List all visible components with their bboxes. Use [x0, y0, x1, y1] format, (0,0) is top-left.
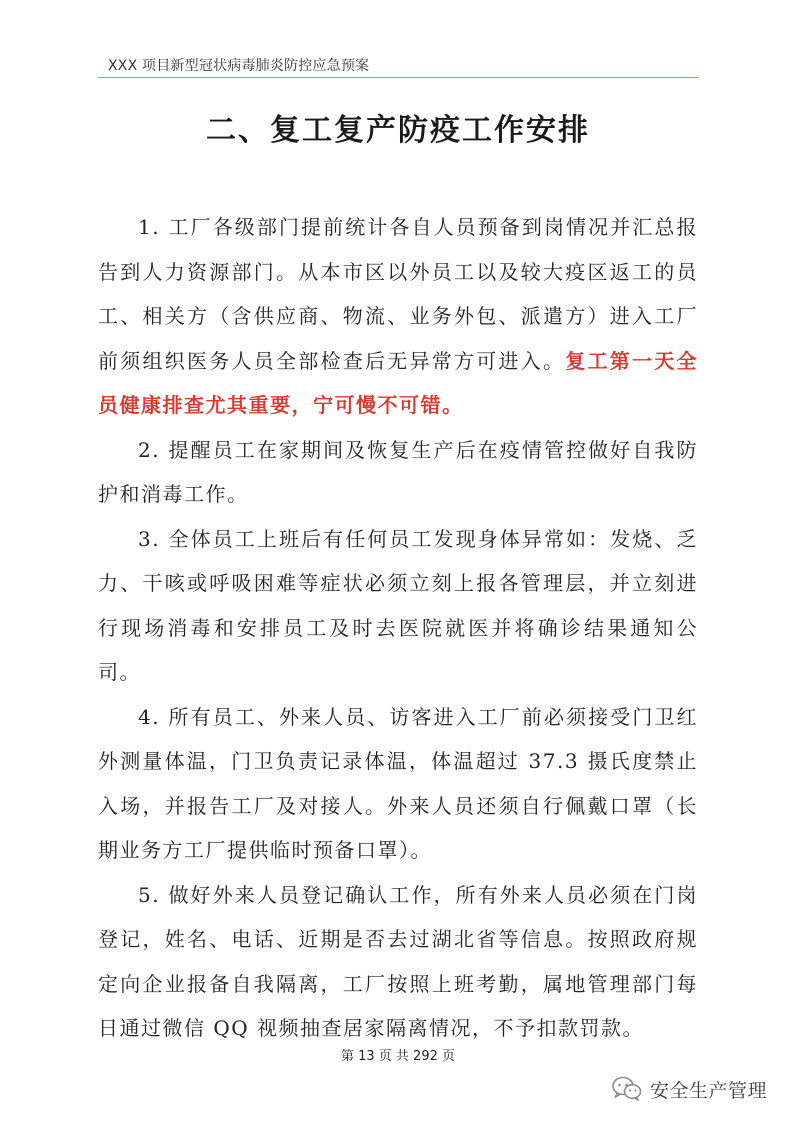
paragraph-3 — [98, 517, 698, 695]
paragraph-5 — [98, 873, 698, 1051]
paragraph-5-text: 5. 做好外来人员登记确认工作，所有外来人员必须在门岗登记，姓名、电话、近期是否去过湖北省等信息。按照政府规定向企业报备自我隔离，工厂按照上班考勤，属地管理部门每日通过微信 QQ 视频抽查居家隔离情况，不予扣款罚款。 — [98, 882, 698, 1040]
paragraph-2 — [98, 428, 698, 517]
paragraph-3-text: 3. 全体员工上班后有任何员工发现身体异常如：发烧、乏力、干咳或呼吸困难等症状必须立刻上报各管理层，并立刻进行现场消毒和安排员工及时去医院就医并将确诊结果通知公司。 — [98, 526, 698, 684]
watermark-text: 安全生产管理 — [650, 1079, 768, 1102]
paragraph-1 — [98, 205, 698, 428]
watermark — [612, 1074, 767, 1104]
paragraph-1-emphasis: 复工第一天全员健康排查尤其重要，宁可慢不可错。 — [98, 348, 698, 417]
paragraph-1-text: 1. 工厂各级部门提前统计各自人员预备到岗情况并汇总报告到人力资源部门。从本市区以外员工以及较大疫区返工的员工、相关方（含供应商、物流、业务外包、派遣方）进入工厂前须组织医务人员全部检查后无异常方可进入。 — [98, 215, 698, 373]
wechat-icon — [612, 1076, 642, 1102]
page-number: 第 13 页 共 292 页 — [340, 1049, 456, 1064]
paragraph-2-text: 2. 提醒员工在家期间及恢复生产后在疫情管控做好自我防护和消毒工作。 — [98, 437, 698, 506]
paragraph-4 — [98, 695, 698, 873]
running-header: XXX 项目新型冠状病毒肺炎防控应急预案 — [108, 58, 370, 74]
header-divider — [98, 77, 698, 78]
paragraph-4-text: 4. 所有员工、外来人员、访客进入工厂前必须接受门卫红外测量体温，门卫负责记录体温，体温超过 37.3 摄氏度禁止入场，并报告工厂及对接人。外来人员还须自行佩戴口罩（长期业务方工厂提供临时预备口罩）。 — [98, 704, 698, 862]
section-title: 二、复工复产防疫工作安排 — [206, 113, 590, 148]
body-text — [98, 205, 698, 1051]
